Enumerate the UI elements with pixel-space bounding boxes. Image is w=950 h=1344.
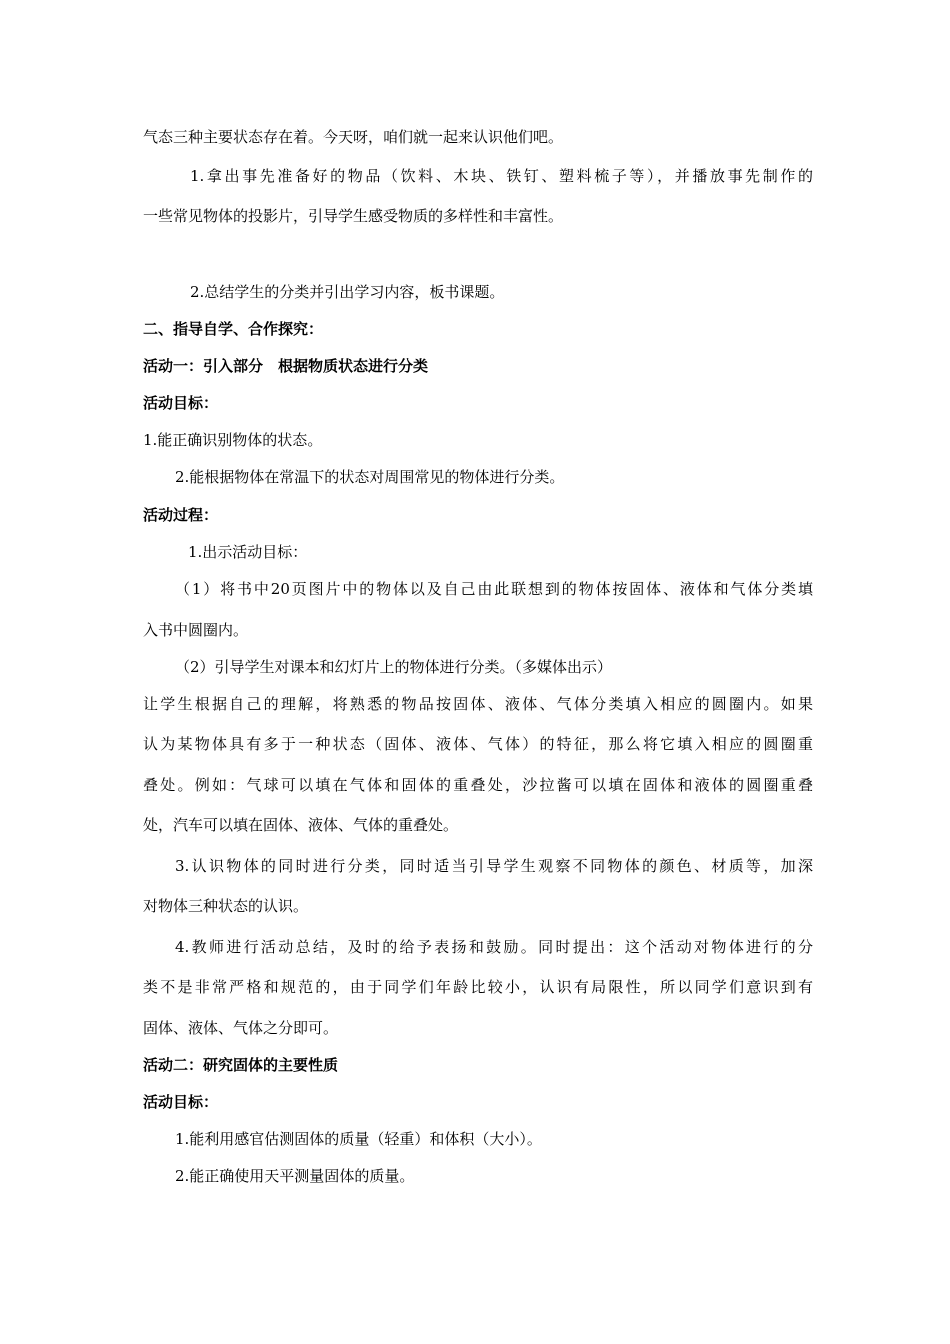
subheading: 活动过程： bbox=[143, 506, 219, 524]
list-item: 2.能正确使用天平测量固体的质量。 bbox=[175, 1167, 415, 1185]
paragraph-line: 气态三种主要状态存在着。今天呀，咱们就一起来认识他们吧。 bbox=[143, 128, 564, 146]
paragraph-line: （1）将书中20页图片中的物体以及自己由此联想到的物体按固体、液体和气体分类填 bbox=[175, 580, 813, 598]
paragraph-line: 对物体三种状态的认识。 bbox=[143, 897, 309, 915]
list-item: 1.能利用感官估测固体的质量（轻重）和体积（大小）。 bbox=[175, 1130, 542, 1148]
list-item: 1.出示活动目标： bbox=[188, 543, 308, 561]
paragraph-line: 一些常见物体的投影片，引导学生感受物质的多样性和丰富性。 bbox=[143, 207, 564, 225]
paragraph-line: 1.拿出事先准备好的物品（饮料、木块、铁钉、塑料梳子等），并播放事先制作的 bbox=[190, 167, 813, 185]
paragraph-line: 处，汽车可以填在固体、液体、气体的重叠处。 bbox=[143, 816, 459, 834]
paragraph-line: 叠处。例如：气球可以填在气体和固体的重叠处，沙拉酱可以填在固体和液体的圆圈重叠 bbox=[143, 776, 813, 794]
subheading: 活动目标： bbox=[143, 1093, 219, 1111]
paragraph-line: （2）引导学生对课本和幻灯片上的物体进行分类。（多媒体出示） bbox=[175, 658, 613, 676]
paragraph-line: 4.教师进行活动总结，及时的给予表扬和鼓励。同时提出：这个活动对物体进行的分 bbox=[175, 938, 813, 956]
paragraph-line: 类不是非常严格和规范的，由于同学们年龄比较小，认识有局限性，所以同学们意识到有 bbox=[143, 978, 813, 996]
paragraph-line: 固体、液体、气体之分即可。 bbox=[143, 1019, 339, 1037]
paragraph-line: 让学生根据自己的理解，将熟悉的物品按固体、液体、气体分类填入相应的圆圈内。如果 bbox=[143, 695, 813, 713]
activity-heading: 活动一：引入部分 根据物质状态进行分类 bbox=[143, 357, 429, 375]
subheading: 活动目标： bbox=[143, 394, 219, 412]
paragraph-line: 入书中圆圈内。 bbox=[143, 621, 249, 639]
activity-heading: 活动二：研究固体的主要性质 bbox=[143, 1056, 339, 1074]
list-item: 2.能根据物体在常温下的状态对周围常见的物体进行分类。 bbox=[175, 468, 565, 486]
list-item: 1.能正确识别物体的状态。 bbox=[143, 431, 323, 449]
paragraph-line: 2.总结学生的分类并引出学习内容，板书课题。 bbox=[190, 283, 505, 301]
paragraph-line: 认为某物体具有多于一种状态（固体、液体、气体）的特征，那么将它填入相应的圆圈重 bbox=[143, 735, 813, 753]
section-heading: 二、指导自学、合作探究： bbox=[143, 320, 324, 338]
paragraph-line: 3.认识物体的同时进行分类，同时适当引导学生观察不同物体的颜色、材质等，加深 bbox=[175, 857, 813, 875]
